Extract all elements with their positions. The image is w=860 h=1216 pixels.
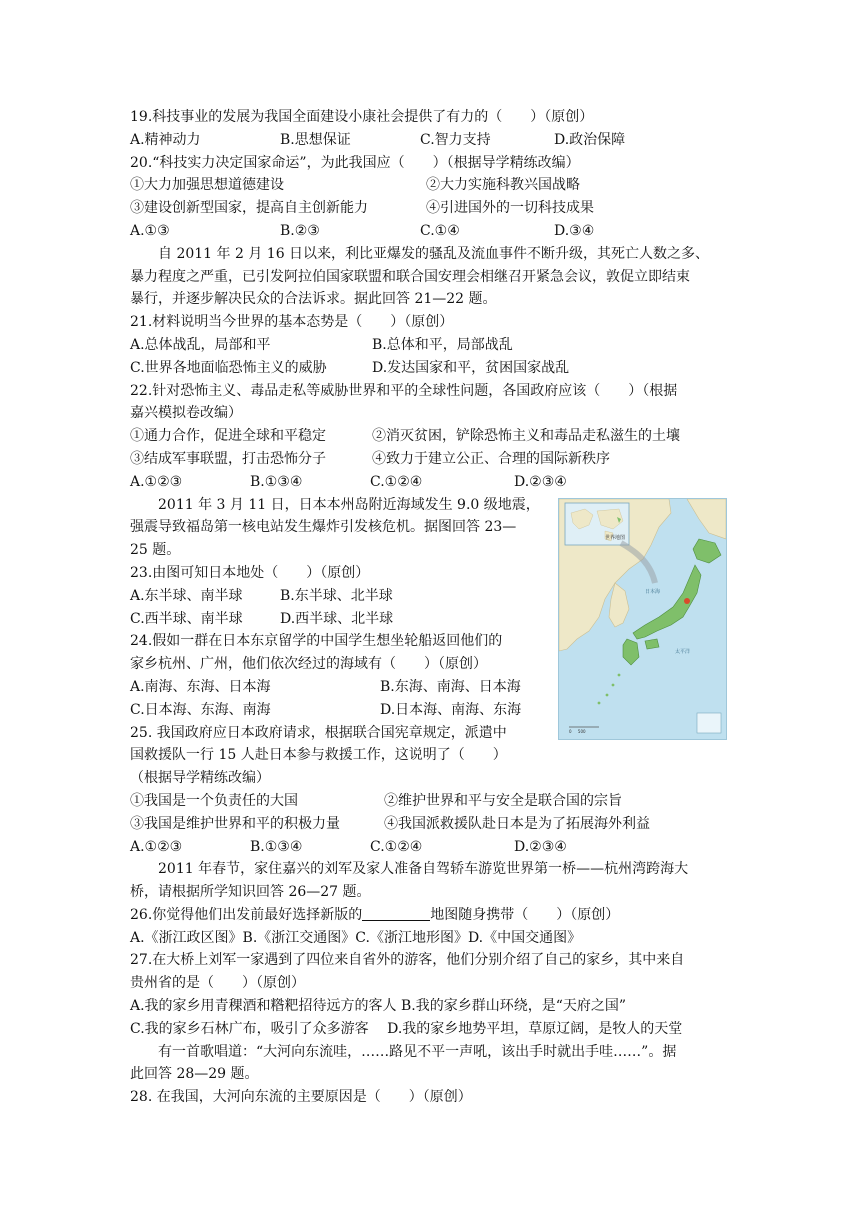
q21-options-row2 [130, 357, 730, 380]
passage-song-line-1: 有一首歌唱道：“大河向东流哇，……路见不平一声吼，该出手时就出手哇……”。据 [158, 1043, 677, 1060]
q27-options-row2 [130, 1018, 730, 1041]
q22-item-1: ①通力合作，促进全球和平稳定 [130, 428, 326, 445]
q28-stem: 28. 在我国，大河向东流的主要原因是（ ）（原创） [130, 1089, 472, 1106]
ryukyu-island-1 [618, 674, 621, 677]
q20-option-a: A.①③ [130, 222, 170, 239]
q25-items-row2 [130, 813, 730, 836]
q20-items-row1 [130, 174, 730, 197]
q22-stem-line-2: 嘉兴模拟卷改编） [130, 405, 242, 422]
q20-stem: 20.“科技实力决定国家命运”，为此我国应（ ）（根据导学精练改编） [130, 154, 580, 171]
q25-option-d: D.②③④ [514, 838, 567, 855]
q21-options-row1 [130, 334, 730, 357]
epicenter-marker-icon [684, 598, 690, 604]
q20-item-3: ③建设创新型国家，提高自主创新能力 [130, 200, 368, 217]
russian-far-east-land [687, 499, 726, 539]
q21-stem: 21.材料说明当今世界的基本态势是（ ）（原创） [130, 314, 454, 331]
passage-libya-line-1: 自 2011 年 2 月 16 日以来，利比亚爆发的骚乱及流血事件不断升级，其死亡人数之多、 [158, 245, 710, 262]
sea-label-pacific: 太平洋 [675, 649, 691, 655]
q27-options-row1 [130, 995, 730, 1018]
q27-option-a: A.我的家乡用青稞酒和糌粑招待远方的客人 [130, 998, 397, 1015]
q19-option-b: B.思想保证 [280, 131, 351, 148]
q23-stem: 23.由图可知日本地处（ ）（原创） [130, 564, 370, 581]
q21-option-c: C.世界各地面临恐怖主义的威胁 [130, 359, 327, 376]
q22-stem-line-1: 22.针对恐怖主义、毒品走私等威胁世界和平的全球性问题，各国政府应该（ ）（根据 [130, 382, 678, 399]
q22-option-b: B.①③④ [250, 473, 303, 490]
hokkaido-island [693, 539, 721, 563]
q26-stem-part-a: 26.你觉得他们出发前最好选择新版的 [130, 906, 363, 923]
q19-option-c: C.智力支持 [420, 131, 491, 148]
sea-label-japan-sea: 日本海 [645, 589, 661, 595]
q22-item-2: ②消灭贫困，铲除恐怖主义和毒品走私滋生的土壤 [372, 428, 680, 445]
q26-stem [130, 904, 730, 927]
q27-stem-line-2: 贵州省的是（ ）（原创） [130, 975, 305, 992]
q27-option-b: B.我的家乡群山环绕，是“天府之国” [401, 998, 627, 1015]
japan-section [130, 494, 540, 768]
q27-option-d: D.我的家乡地势平坦，草原辽阔，是牧人的天堂 [387, 1020, 683, 1037]
japan-map-figure [558, 498, 727, 740]
q21-option-b: B.总体和平，局部战乱 [372, 336, 513, 353]
q19-stem: 19.科技事业的发展为我国全面建设小康社会提供了有力的（ ）（原创） [130, 109, 594, 125]
q22-items-row2 [130, 448, 730, 471]
q26-stem-part-b: 地图随身携带（ ）（原创） [430, 906, 620, 923]
passage-bridge-line-2: 桥，请根据所学知识回答 26—27 题。 [130, 884, 371, 901]
q23-options-row1 [130, 585, 535, 608]
q25-item-4: ④我国派救援队赴日本是为了拓展海外利益 [384, 815, 650, 832]
q25-options [130, 836, 730, 859]
passage-song-line-2: 此回答 28—29 题。 [130, 1066, 259, 1083]
passage-japan-line-2: 强震导致福岛第一核电站发生爆炸引发核危机。据图回答 23— [130, 519, 517, 536]
q25-option-a: A.①②③ [130, 838, 183, 855]
q25-option-c: C.①②④ [370, 838, 423, 855]
q26-options: A.《浙江政区图》B.《浙江交通图》C.《浙江地形图》D.《中国交通图》 [130, 929, 582, 946]
q20-item-1: ①大力加强思想道德建设 [130, 177, 284, 194]
q22-item-4: ④致力于建立公正、合理的国际新秩序 [372, 450, 610, 467]
legend-box [697, 713, 721, 733]
honshu-island [633, 565, 701, 639]
passage-japan-line-1: 2011 年 3 月 11 日，日本本州岛附近海域发生 9.0 级地震， [158, 496, 540, 513]
q25-items-row1 [130, 790, 730, 813]
ryukyu-island-4 [598, 702, 601, 705]
q24-options-row2 [130, 699, 535, 722]
q20-options [130, 220, 730, 243]
kyushu-island [623, 639, 639, 665]
q24-option-b: B.东海、南海、日本海 [380, 678, 521, 695]
q25-item-2: ②维护世界和平与安全是联合国的宗旨 [384, 792, 622, 809]
q23-option-a: A.东半球、南半球 [130, 587, 243, 604]
q24-option-c: C.日本海、东海、南海 [130, 701, 271, 718]
q25-stem-line-1: 25. 我国政府应日本政府请求，根据联合国宪章规定，派遣中 [130, 724, 507, 741]
q25-item-3: ③我国是维护世界和平的积极力量 [130, 815, 340, 832]
q20-option-d: D.③④ [554, 222, 595, 239]
q23-option-d: D.西半球、北半球 [280, 610, 394, 627]
q24-options-row1 [130, 676, 535, 699]
q19-options [130, 129, 730, 152]
q20-items-row2 [130, 197, 730, 220]
q20-option-b: B.②③ [280, 222, 320, 239]
q24-stem-line-2: 家乡杭州、广州，他们依次经过的海域有（ ）（原创） [130, 656, 487, 673]
shikoku-island [645, 639, 659, 649]
q25-stem-line-3: （根据导学精练改编） [130, 770, 270, 787]
q27-stem-line-1: 27.在大桥上刘军一家遇到了四位来自省外的游客，他们分别介绍了自己的家乡，其中来自 [130, 952, 685, 969]
ryukyu-island-2 [612, 684, 615, 687]
q22-option-c: C.①②④ [370, 473, 423, 490]
passage-libya-line-2: 暴力程度之严重，已引发阿拉伯国家联盟和联合国安理会相继召开紧急会议，敦促立即结束 [130, 268, 690, 285]
scale-label: 0 500 [569, 729, 586, 734]
q24-stem-line-1: 24.假如一群在日本东京留学的中国学生想坐轮船返回他们的 [130, 633, 503, 650]
q26-answer-blank[interactable] [362, 904, 430, 921]
q22-option-a: A.①②③ [130, 473, 183, 490]
q20-item-2: ②大力实施科教兴国战略 [426, 177, 580, 194]
q22-option-d: D.②③④ [514, 473, 567, 490]
q21-option-a: A.总体战乱，局部和平 [130, 336, 271, 353]
korean-peninsula-land [609, 583, 629, 627]
q20-item-4: ④引进国外的一切科技成果 [426, 200, 594, 217]
q25-stem-line-2: 国救援队一行 15 人赴日本参与救援工作，这说明了（ ） [130, 747, 507, 764]
q25-item-1: ①我国是一个负责任的大国 [130, 792, 298, 809]
inset-label: 世界地图 [605, 535, 626, 541]
q24-option-a: A.南海、东海、日本海 [130, 678, 271, 695]
japan-map-svg [559, 499, 726, 739]
q25-option-b: B.①③④ [250, 838, 303, 855]
ryukyu-island-3 [606, 694, 609, 697]
passage-libya-line-3: 暴行，并逐步解决民众的合法诉求。据此回答 21—22 题。 [130, 291, 497, 308]
q23-options-row2 [130, 608, 535, 631]
q23-option-b: B.东半球、北半球 [280, 587, 393, 604]
q19-option-d: D.政治保障 [554, 131, 626, 148]
passage-japan-line-3: 25 题。 [130, 542, 181, 559]
q23-option-c: C.西半球、南半球 [130, 610, 243, 627]
q19-option-a: A.精神动力 [130, 131, 201, 148]
q27-option-c: C.我的家乡石林广布，吸引了众多游客 [130, 1020, 369, 1037]
q22-item-3: ③结成军事联盟，打击恐怖分子 [130, 450, 326, 467]
q22-items-row1 [130, 425, 730, 448]
q20-option-c: C.①④ [420, 222, 460, 239]
passage-bridge-line-1: 2011 年春节，家住嘉兴的刘军及家人准备自驾轿车游览世界第一桥——杭州湾跨海大 [158, 861, 689, 878]
q21-option-d: D.发达国家和平，贫困国家战乱 [372, 359, 570, 376]
q24-option-d: D.日本海、南海、东海 [380, 701, 522, 718]
q22-options [130, 471, 730, 494]
